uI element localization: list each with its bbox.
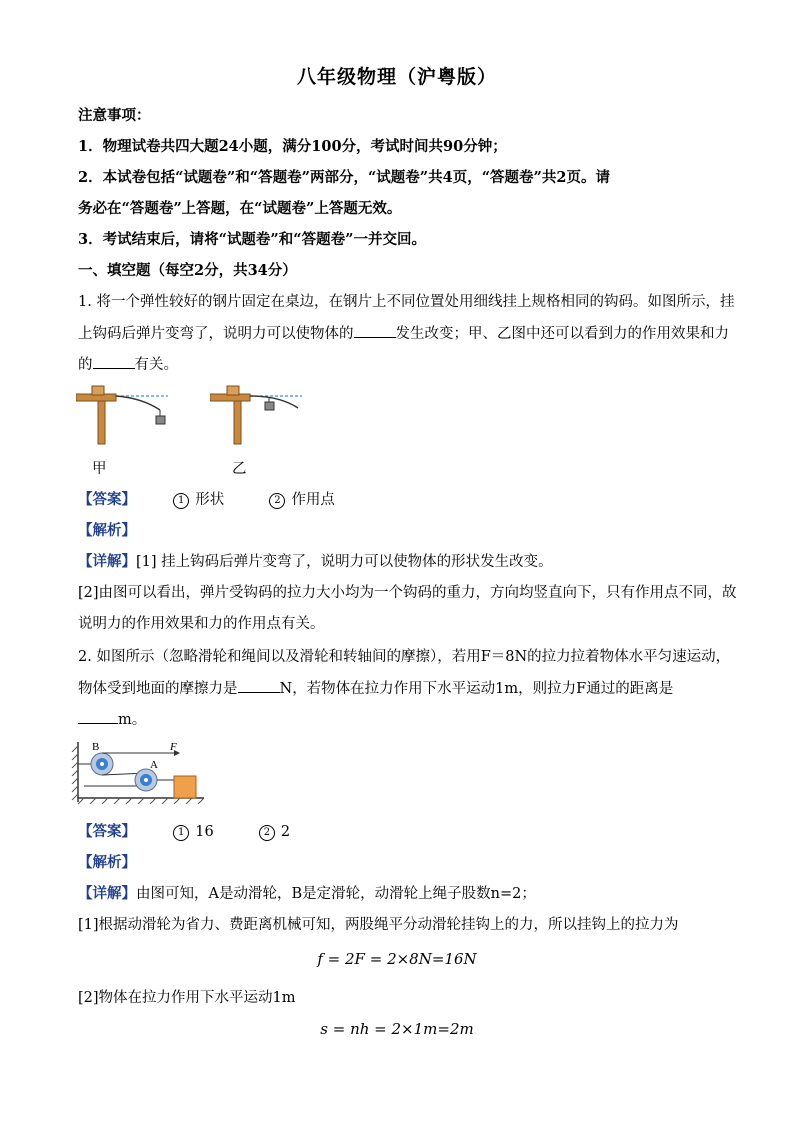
notice-item: 2．本试卷包括“试题卷”和“答题卷”两部分，“试题卷”共4页，“答题卷”共2页。请: [78, 169, 610, 186]
q1-text: [78, 354, 178, 375]
q2-text: 2. 如图所示（忽略滑轮和绳间以及滑轮和转轴间的摩擦），若用F＝8N的拉力拉着物体水平匀速运动，: [78, 649, 731, 665]
answer-blank: [78, 709, 118, 724]
pulley-label-a: A: [150, 759, 158, 771]
q1-detail: 说明力的作用效果和力的作用点有关。: [78, 616, 325, 632]
figure-yi: [210, 380, 310, 448]
answer-blank: [354, 323, 396, 338]
q2-text-part: N，若物体在拉力作用下水平运动1m，则拉力F通过的距离是: [279, 681, 674, 697]
answer-number: 2: [269, 493, 285, 509]
q1-text-part: 发生改变；甲、乙图中还可以看到力的作用效果和力: [395, 326, 729, 342]
answer-value: 形状: [195, 492, 225, 508]
answer-tag: 【答案】: [78, 491, 136, 508]
q2-detail: [78, 884, 536, 904]
notice-item: 务必在“答题卷”上答题，在“试题卷”上答题无效。: [78, 200, 402, 217]
q2-answer-row: [78, 822, 290, 842]
answer-number: 2: [259, 825, 275, 841]
page-title: 八年级物理（沪粤版）: [296, 66, 497, 88]
analysis-tag: 【解析】: [78, 854, 136, 871]
answer-value: 2: [280, 824, 291, 840]
q1-text-part: 的: [78, 357, 93, 373]
notice-item: 1．物理试卷共四大题24小题，满分100分，考试时间共90分钟；: [78, 138, 507, 155]
q1-text: 1. 将一个弹性较好的钢片固定在桌边，在钢片上不同位置处用细线挂上规格相同的钩码。如图所示，挂: [78, 294, 735, 310]
analysis-tag: 【解析】: [78, 522, 136, 539]
answer-blank: [93, 354, 135, 369]
answer-number: 1: [173, 493, 189, 509]
q1-answer-row: [78, 490, 335, 510]
notice-heading: 注意事项：: [78, 107, 151, 124]
answer-number: 1: [173, 825, 189, 841]
force-label-f: F: [170, 741, 177, 753]
answer-tag: 【答案】: [78, 823, 136, 840]
figure-jia: [76, 380, 176, 448]
q2-text: [78, 678, 673, 699]
q2-text-part: m。: [118, 712, 147, 728]
figure-label: 乙: [232, 461, 247, 477]
answer-value: 16: [195, 824, 214, 840]
section-heading: 一、填空题（每空2分，共34分）: [78, 262, 297, 279]
q1-text: [78, 323, 729, 344]
q1-detail: [78, 552, 553, 572]
pulley-figure: [70, 738, 210, 808]
answer-blank: [238, 678, 280, 693]
q2-detail: [1]根据动滑轮为省力、费距离机械可知，两股绳平分动滑轮挂钩上的力，所以挂钩上的拉力为: [78, 917, 679, 933]
detail-tag: 【详解】: [78, 885, 136, 902]
figure-label: 甲: [92, 461, 107, 477]
notice-item: 3．考试结束后，请将“试题卷”和“答题卷”一并交回。: [78, 231, 426, 248]
answer-value: 作用点: [291, 492, 335, 508]
formula: s = nh = 2×1m=2m: [320, 1020, 474, 1038]
q2-text: [78, 709, 146, 730]
formula: f = 2F = 2×8N=16N: [317, 950, 477, 968]
q1-detail: [2]由图可以看出，弹片受钩码的拉力大小均为一个钩码的重力，方向均竖直向下，只有作用点不同，故: [78, 585, 737, 601]
q1-text-part: 有关。: [134, 357, 178, 373]
pulley-label-b: B: [92, 741, 100, 753]
detail-text: [1] 挂上钩码后弹片变弯了，说明力可以使物体的形状发生改变。: [136, 554, 553, 570]
q2-detail: [2]物体在拉力作用下水平运动1m: [78, 990, 296, 1006]
detail-text: 由图可知，A是动滑轮，B是定滑轮，动滑轮上绳子股数n=2；: [136, 886, 536, 902]
q1-text-part: 上钩码后弹片变弯了，说明力可以使物体的: [78, 326, 354, 342]
detail-tag: 【详解】: [78, 553, 136, 570]
q2-text-part: 物体受到地面的摩擦力是: [78, 681, 238, 697]
